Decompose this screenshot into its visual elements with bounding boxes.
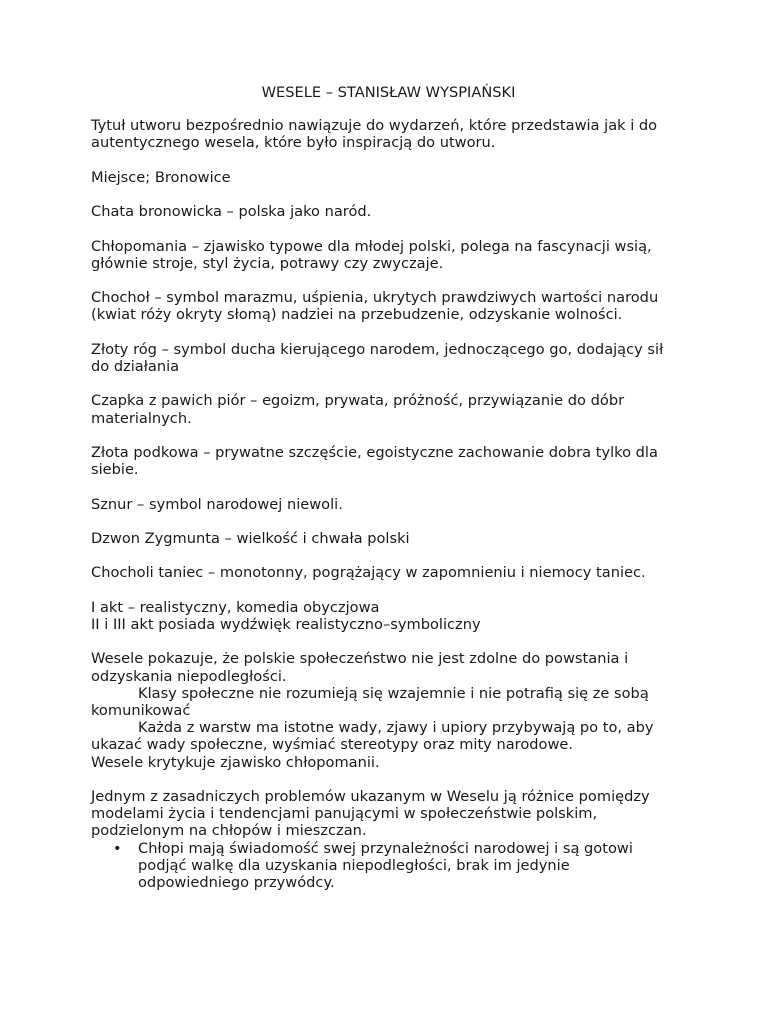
paragraph-chata: Chata bronowicka – polska jako naród.	[91, 203, 372, 221]
paragraph-criticism: Wesele krytykuje zjawisko chłopomanii.	[91, 753, 380, 771]
paragraph-act-1: I akt – realistyczny, komedia obyczjowa	[91, 598, 380, 616]
paragraph-act-2-3: II i III akt posiada wydźwięk realistyczno–symboliczny	[91, 615, 481, 633]
paragraph-zloty-rog: Złoty róg – symbol ducha kierującego narodem, jednoczącego go, dodający sił do działania	[91, 340, 664, 375]
paragraph-indented-layers: Każda z warstw ma istotne wady, zjawy i upiory przybywają po to, aby ukazać wady społeczne, wyśmiać stereotypy oraz mity narodowe.	[91, 719, 654, 754]
paragraph-problem: Jednym z zasadniczych problemów ukazanym w Weselu ją różnice pomiędzy modelami życia i tendencjami panującymi w społeczeństwie polskim, podzielonym na chłopów i mieszczan.	[91, 787, 650, 840]
paragraph-taniec: Chocholi taniec – monotonny, pogrążający w zapomnieniu i niemocy taniec.	[91, 564, 646, 582]
document-title: WESELE – STANISŁAW WYSPIAŃSKI	[261, 84, 516, 101]
paragraph-podkowa: Złota podkowa – prywatne szczęście, egoistyczne zachowanie dobra tylko dla siebie.	[91, 443, 658, 479]
paragraph-sznur: Sznur – symbol narodowej niewoli.	[91, 495, 343, 513]
paragraph-chochol: Chochoł – symbol marazmu, uśpienia, ukrytych prawdziwych wartości narodu (kwiat róży okryty słomą) nadziei na przebudzenie, odzyskanie wolności.	[91, 289, 659, 324]
paragraph-wesele-summary: Wesele pokazuje, że polskie społeczeństwo nie jest zdolne do powstania i odzyskania niepodległości.	[91, 650, 629, 685]
paragraph-chlopomania: Chłopomania – zjawisko typowe dla młodej polski, polega na fascynacji wsią, głównie stroje, styl życia, potrawy czy zwyczaje.	[91, 237, 652, 272]
paragraph-indented-classes: Klasy społeczne nie rozumieją się wzajemnie i nie potrafią się ze sobą komunikować	[91, 684, 649, 719]
list-item: • Chłopi mają świadomość swej przynależności narodowej i są gotowi podjąć walkę dla uzyskania niepodległości, brak im jedynie odpowiedniego przywódcy.	[91, 840, 672, 892]
paragraph-czapka: Czapka z pawich piór – egoizm, prywata, próżność, przywiązanie do dóbr materialnych.	[91, 392, 625, 427]
bullet-list	[91, 840, 672, 892]
paragraph-title-origin: Tytuł utworu bezpośrednio nawiązuje do wydarzeń, które przedstawia jak i do autentycznego wesela, które było inspiracją do utworu.	[91, 117, 658, 152]
paragraph-place: Miejsce; Bronowice	[91, 168, 231, 186]
paragraph-dzwon: Dzwon Zygmunta – wielkość i chwała polski	[91, 529, 410, 547]
